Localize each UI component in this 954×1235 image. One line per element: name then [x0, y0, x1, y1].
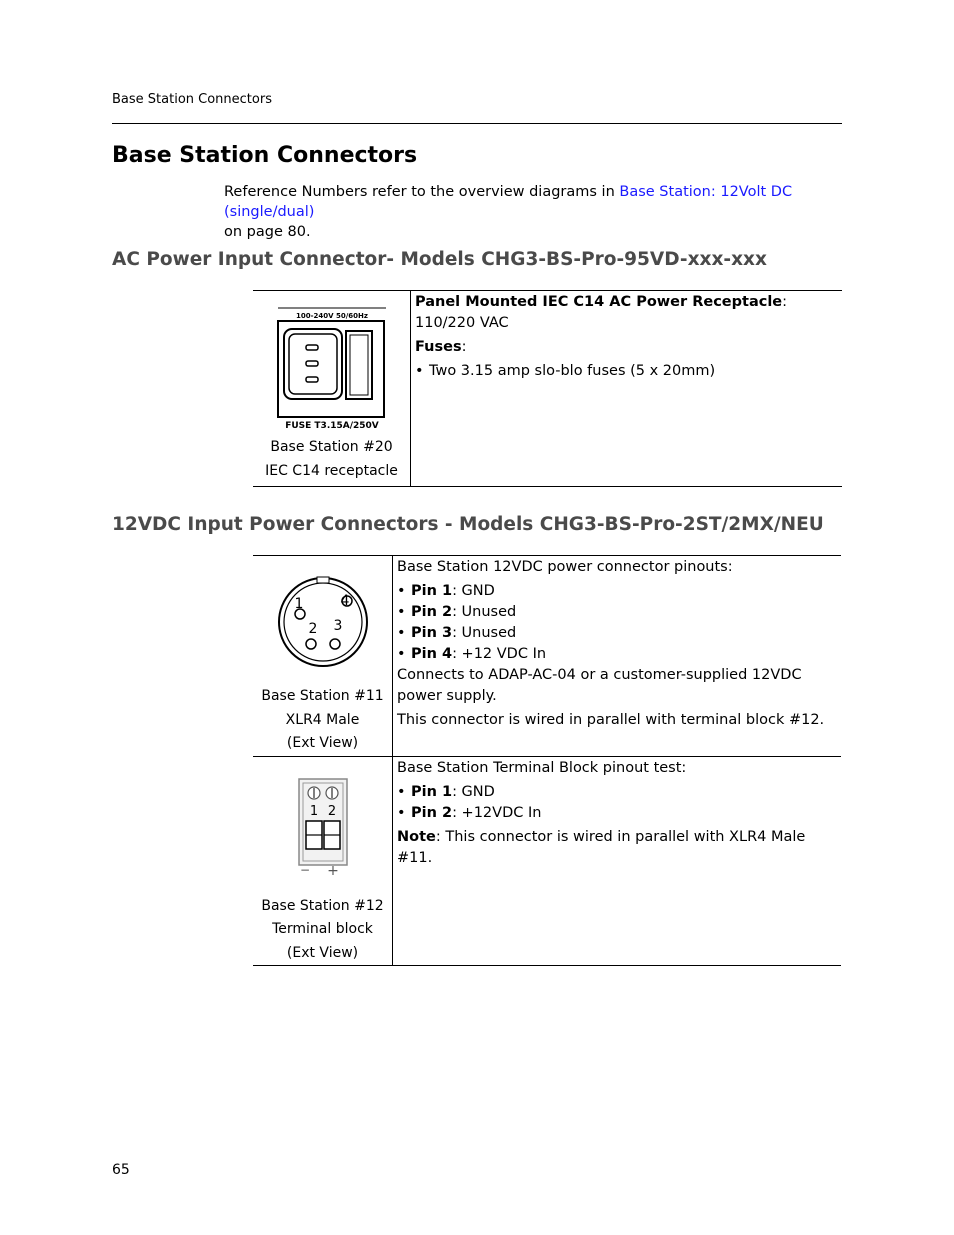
pin-value: : Unused [452, 625, 517, 641]
table-row [253, 556, 841, 757]
intro-after: on page 80. [224, 224, 311, 240]
xlr-image-cell [253, 556, 393, 757]
pin-value: : +12VDC In [452, 804, 542, 821]
pin-value: : GND [452, 583, 495, 599]
xlr-caption [253, 685, 392, 756]
list-item: • Pin 1: GND [397, 783, 495, 800]
pin-value: : +12 VDC In [452, 646, 547, 662]
caption-line: (Ext View) [286, 735, 359, 751]
intro-paragraph [224, 182, 844, 242]
ac-caption [253, 436, 410, 483]
caption-line: IEC C14 receptacle [265, 462, 398, 479]
ac-power-table [253, 290, 842, 487]
pin-label: Pin 2 [411, 804, 453, 821]
pin-number: 3 [333, 618, 342, 634]
list-item: • Pin 1: GND [397, 583, 495, 599]
receptacle-bottom-label: FUSE T3.15A/250V [284, 421, 379, 431]
pin-number: 1 [294, 596, 303, 612]
terminal-caption [253, 895, 392, 966]
list-item: • Pin 2: +12VDC In [397, 804, 542, 821]
list-item: • Pin 4: +12 VDC In [397, 646, 547, 662]
ac-image-cell [253, 291, 411, 487]
receptacle-voltage: : 110/220 VAC [415, 294, 788, 331]
terminal-intro: Base Station Terminal Block pinout test: [397, 759, 687, 776]
terminal-image-cell [253, 756, 393, 966]
fuses-label: Fuses [415, 339, 462, 355]
caption-line: Base Station #11 [261, 688, 384, 704]
plus-polarity: + [326, 862, 339, 877]
table-row [253, 756, 841, 966]
page-title: Base Station Connectors [112, 143, 418, 168]
intro-text: Reference Numbers refer to the overview diagrams in [224, 184, 615, 200]
iec-c14-receptacle-icon [276, 305, 388, 431]
caption-line: (Ext View) [286, 944, 359, 961]
caption-line: Base Station #12 [261, 897, 384, 914]
pin-label: Pin 1 [411, 583, 453, 599]
fuse-item-text: Two 3.15 amp slo-blo fuses (5 x 20mm) [429, 363, 716, 379]
receptacle-top-label: 100-240V 50/60Hz [295, 312, 368, 320]
xlr4-male-icon [275, 574, 371, 670]
receptacle-label: Panel Mounted IEC C14 AC Power Receptacle [415, 294, 783, 310]
list-item: • Two 3.15 amp slo-blo fuses (5 x 20mm) [415, 363, 716, 379]
note-label: Note [397, 828, 436, 845]
list-item: • Pin 3: Unused [397, 625, 517, 641]
pin-label: Pin 1 [411, 783, 453, 800]
list-item: • Pin 2: Unused [397, 604, 517, 620]
caption-line: Base Station #20 [270, 439, 393, 455]
intro-link[interactable]: Base Station: 12Volt DC (single/dual) [224, 184, 793, 220]
pin-value: : Unused [452, 604, 517, 620]
pin-label: Pin 3 [411, 625, 453, 641]
fuses-colon: : [461, 339, 467, 355]
terminal-pin-number: 1 [309, 803, 318, 819]
page-number: 65 [112, 1162, 130, 1178]
caption-line: XLR4 Male [285, 711, 360, 728]
running-header: Base Station Connectors [112, 92, 272, 107]
terminal-block-icon [293, 777, 353, 877]
xlr-note: Connects to ADAP-AC-04 or a customer-supplied 12VDC power supply. [397, 667, 802, 704]
section2-heading: 12VDC Input Power Connectors - Models CHG3-BS-Pro-2ST/2MX/NEU [112, 514, 824, 535]
pin-label: Pin 2 [411, 604, 453, 620]
caption-line: Terminal block [272, 921, 373, 937]
pin-value: : GND [452, 783, 495, 800]
table-row [253, 291, 842, 487]
xlr-parallel-note: This connector is wired in parallel with terminal block #12. [397, 712, 825, 728]
minus-polarity: − [299, 862, 310, 877]
terminal-pin-number: 2 [327, 803, 336, 819]
pin-label: Pin 4 [411, 646, 453, 662]
section1-heading: AC Power Input Connector- Models CHG3-BS-Pro-95VD-xxx-xxx [112, 249, 767, 270]
ac-description-cell [411, 291, 843, 487]
note-text: : This connector is wired in parallel with XLR4 Male #11. [397, 828, 806, 866]
header-rule [112, 123, 842, 124]
terminal-description-cell [393, 756, 842, 966]
xlr-intro: Base Station 12VDC power connector pinouts: [397, 559, 733, 575]
pin-number: 2 [308, 621, 317, 637]
terminal-note [397, 827, 841, 869]
dc-power-table [253, 555, 841, 966]
xlr-description-cell [393, 556, 842, 757]
pin-number: 4 [340, 593, 349, 609]
